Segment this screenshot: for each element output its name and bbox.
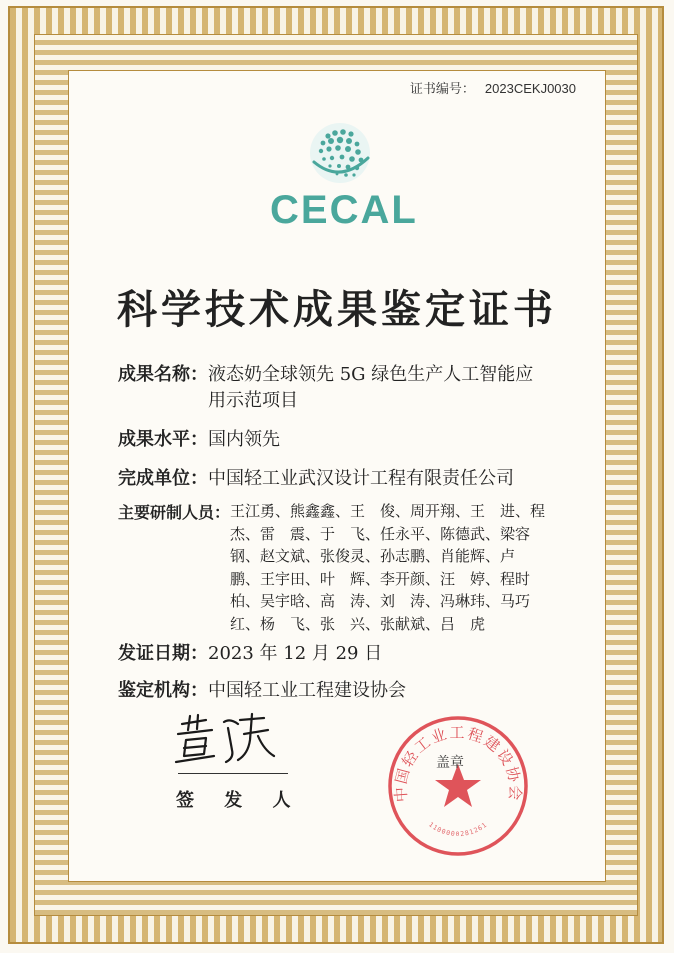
certificate-number-value: 2023CEKJ0030 [484,81,576,96]
appraisal-org-value: 中国轻工业工程建设协会 [208,680,406,701]
handwritten-signature [168,710,288,770]
stamp-note: 盖章 [436,755,464,771]
completing-unit-value: 中国轻工业武汉设计工程有限责任公司 [208,468,514,489]
main-researchers-row [118,500,578,635]
page-title: 科学技术成果鉴定证书 [117,287,557,333]
issue-date-label: 发证日期： [118,643,208,664]
svg-text:中国轻工业工程建设协会: 中国轻工业工程建设协会 [391,723,525,803]
main-researchers-label: 主要研制人员： [118,503,231,522]
achievement-level-row [118,427,280,453]
logo-text: CECAL [270,188,418,232]
achievement-name-label: 成果名称： [118,364,208,385]
signature-line [178,773,288,774]
achievement-level-label: 成果水平： [118,429,208,450]
svg-text:1100000281261: 1100000281261 [427,820,489,839]
cecal-logo [270,118,418,248]
achievement-name-row [118,362,588,414]
official-seal [384,712,532,860]
main-researchers-value: 王江勇、熊鑫鑫、王 俊、周开翔、王 进、程 杰、雷 震、于 飞、任永平、陈德武、梁容钢、赵文斌、张俊灵、孙志鹏、肖能辉、卢 鹏、王宇田、叶 辉、李开颜、汪 婷、程时柏、吴宇晗、高 涛、刘 涛、冯琳玮、马巧红、杨 飞、张 兴、张献斌、吕 虎 [230,502,561,633]
issue-date-row [118,641,382,667]
certificate-number-label: 证书编号： [409,81,475,96]
appraisal-org-row [118,678,406,704]
completing-unit-row [118,466,514,492]
globe-icon [302,118,378,188]
signer-label: 签 发 人 [176,790,303,811]
issue-date-value: 2023 年 12 月 29 日 [208,643,383,664]
appraisal-org-label: 鉴定机构： [118,680,208,701]
completing-unit-label: 完成单位： [118,468,208,489]
certificate-number [410,78,576,97]
achievement-name-value: 液态奶全球领先 5G 绿色生产人工智能应用示范项目 [208,364,534,411]
achievement-level-value: 国内领先 [208,429,280,450]
